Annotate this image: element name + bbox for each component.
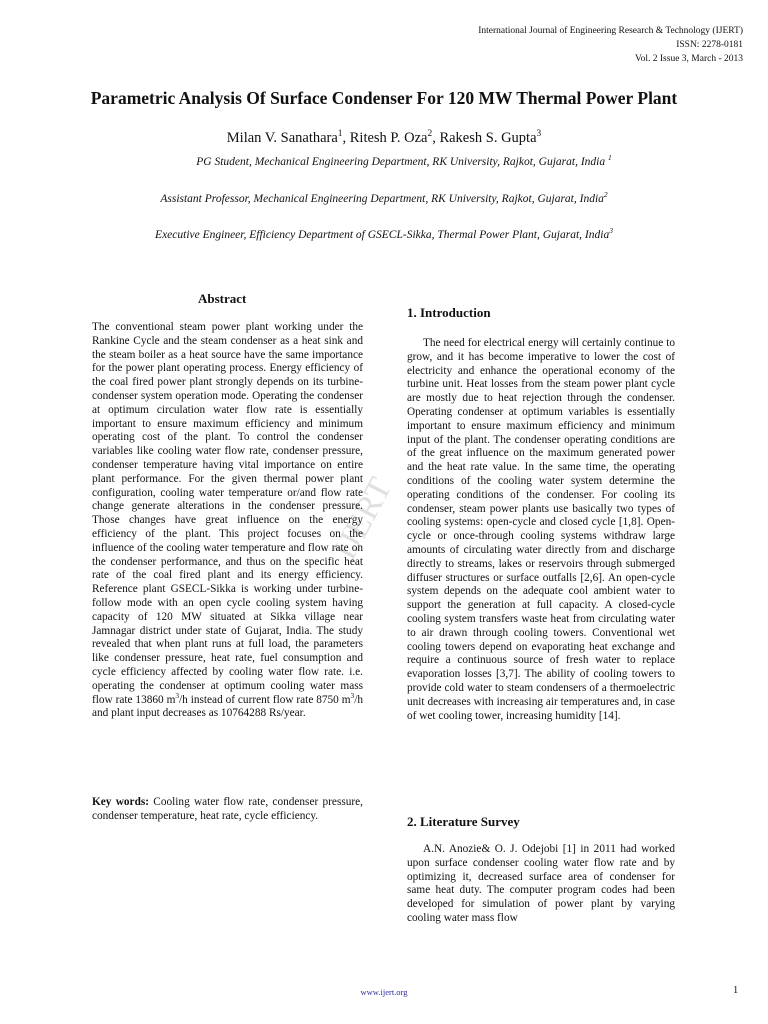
author-name: Milan V. Sanathara xyxy=(226,130,338,146)
affiliation-3: Executive Engineer, Efficiency Department of GSECL-Sikka, Thermal Power Plant, Gujarat, India$^3$ xyxy=(155,226,613,241)
author-name: Ritesh P. Oza xyxy=(349,130,428,146)
introduction-text: The need for electrical energy will certainly continue to grow, and it has become imperative to lower the cost of electricity and enhance the operational economy of the turbine unit. Heat losses from the steam power plant cycle are mostly due to heat rejection through the condenser. Operating condenser at optimum variables is essentially important to ensure maximum efficiency and minimum input of the plant. The condenser operating conditions are of the great influence on the maximum generated power and the heat rate value. In the same time, the operating conditions of the cooling water system determine the operating conditions of the condenser. For cooling its condenser, steam power plants use basically two types of cooling systems: open-cycle and closed cycle [1,8]. Open-cycle or once-through cooling systems withdraw large amounts of circulating water directly from and discharge directly to streams, lakes or reservoirs through submerged diffuser structures or surface outfalls [2,6]. An open-cycle system depends on the adequate cool ambient water to support the generation at full capacity. A closed-cycle cooling system transfers waste heat from circulating water to air drawn through cooling towers. Conventional wet cooling towers depend on evaporating heat exchange and require a continuous source of fresh water to replace evaporation losses [3,7]. The ability of cooling towers to provide cold water to steam condensers of a thermoelectric unit decreases with increasing air temperatures and, in case of wet cooling tower, increasing humidity [14]. xyxy=(407,337,675,722)
affiliation-1: PG Student, Mechanical Engineering Department, RK University, Rajkot, Gujarat, India $^1$ xyxy=(196,153,612,168)
affiliation-2: Assistant Professor, Mechanical Engineering Department, RK University, Rajkot, Gujarat, India$^2$ xyxy=(160,190,608,205)
footer-website-link[interactable]: www.ijert.org xyxy=(360,987,408,997)
issn: ISSN: 2278-0181 xyxy=(676,40,743,50)
keywords xyxy=(92,796,363,824)
paper-title: Parametric Analysis Of Surface Condenser For 120 MW Thermal Power Plant xyxy=(90,88,678,108)
ijert-watermark: IJERT xyxy=(326,471,400,566)
author-sup: 1 xyxy=(337,129,343,140)
author-list: Milan V. Sanathara$^1$, Ritesh P. Oza$^2$, Rakesh S. Gupta$^3$ xyxy=(226,129,542,146)
volume-issue: Vol. 2 Issue 3, March - 2013 xyxy=(634,54,743,64)
abstract-heading: Abstract xyxy=(198,291,247,306)
page-number: 1 xyxy=(733,985,739,996)
literature-survey-text: A.N. Anozie& O. J. Odejobi [1] in 2011 had worked upon surface condenser cooling water flow rate and by optimizing it, decreased surface area of condenser for same heat duty. The computer program codes had been developed for simulation of power plant by varying cooling water mass flow xyxy=(407,843,675,924)
literature-survey-heading: 2. Literature Survey xyxy=(407,814,520,829)
keywords-text: Cooling water flow rate, condenser pressure, condenser temperature, heat rate, cycle efficiency. xyxy=(92,796,363,822)
introduction-heading: 1. Introduction xyxy=(407,305,491,320)
author-sup: 2 xyxy=(427,129,433,140)
journal-header xyxy=(478,24,743,66)
abstract-text: The conventional steam power plant working under the Rankine Cycle and the steam condenser as a heat sink and the steam boiler as a heat source have the same importance for the power plant operating process. Energy efficiency of the coal fired power plant strongly depends on its turbine-condenser system operation mode. Operating the condenser at optimum circulation water flow rate is essentially important to ensure maximum efficiency and minimum operating cost of the plant. To control the condenser variables like cooling water flow rate, condenser pressure, condenser temperature having vital importance on entire plant performance. For the given thermal power plant configuration, cooling water temperature or/and flow rate change generate alterations in the condenser pressure. Those changes have great influence on the energy efficiency of the plant. This project focuses on the influence of the cooling water temperature and flow rate on the condenser performance, and thus on the specific heat rate of the coal fired plant and its energy efficiency. Reference plant GSECL-Sikka is working under turbine-follow mode with an open cycle cooling system having capacity of 120 MW situated at Sikka village near Jamnagar district under state of Gujarat, India. The study revealed that when plant runs at full load, the parameters like condenser pressure, heat rate, fuel consumption and cycle efficiency affected by cooling water flow rate. i.e. operating the condenser at optimum cooling water mass flow rate 13860 $m^3/h$ instead of current flow rate 8750 $m^3/h$ and plant input decreases as 10764288 Rs/year. xyxy=(92,321,363,720)
journal-name: International Journal of Engineering Research & Technology (IJERT) xyxy=(478,26,743,36)
author-sup: 3 xyxy=(536,129,542,140)
author-name: Rakesh S. Gupta xyxy=(439,130,537,146)
keywords-label: Key words: xyxy=(92,796,150,808)
